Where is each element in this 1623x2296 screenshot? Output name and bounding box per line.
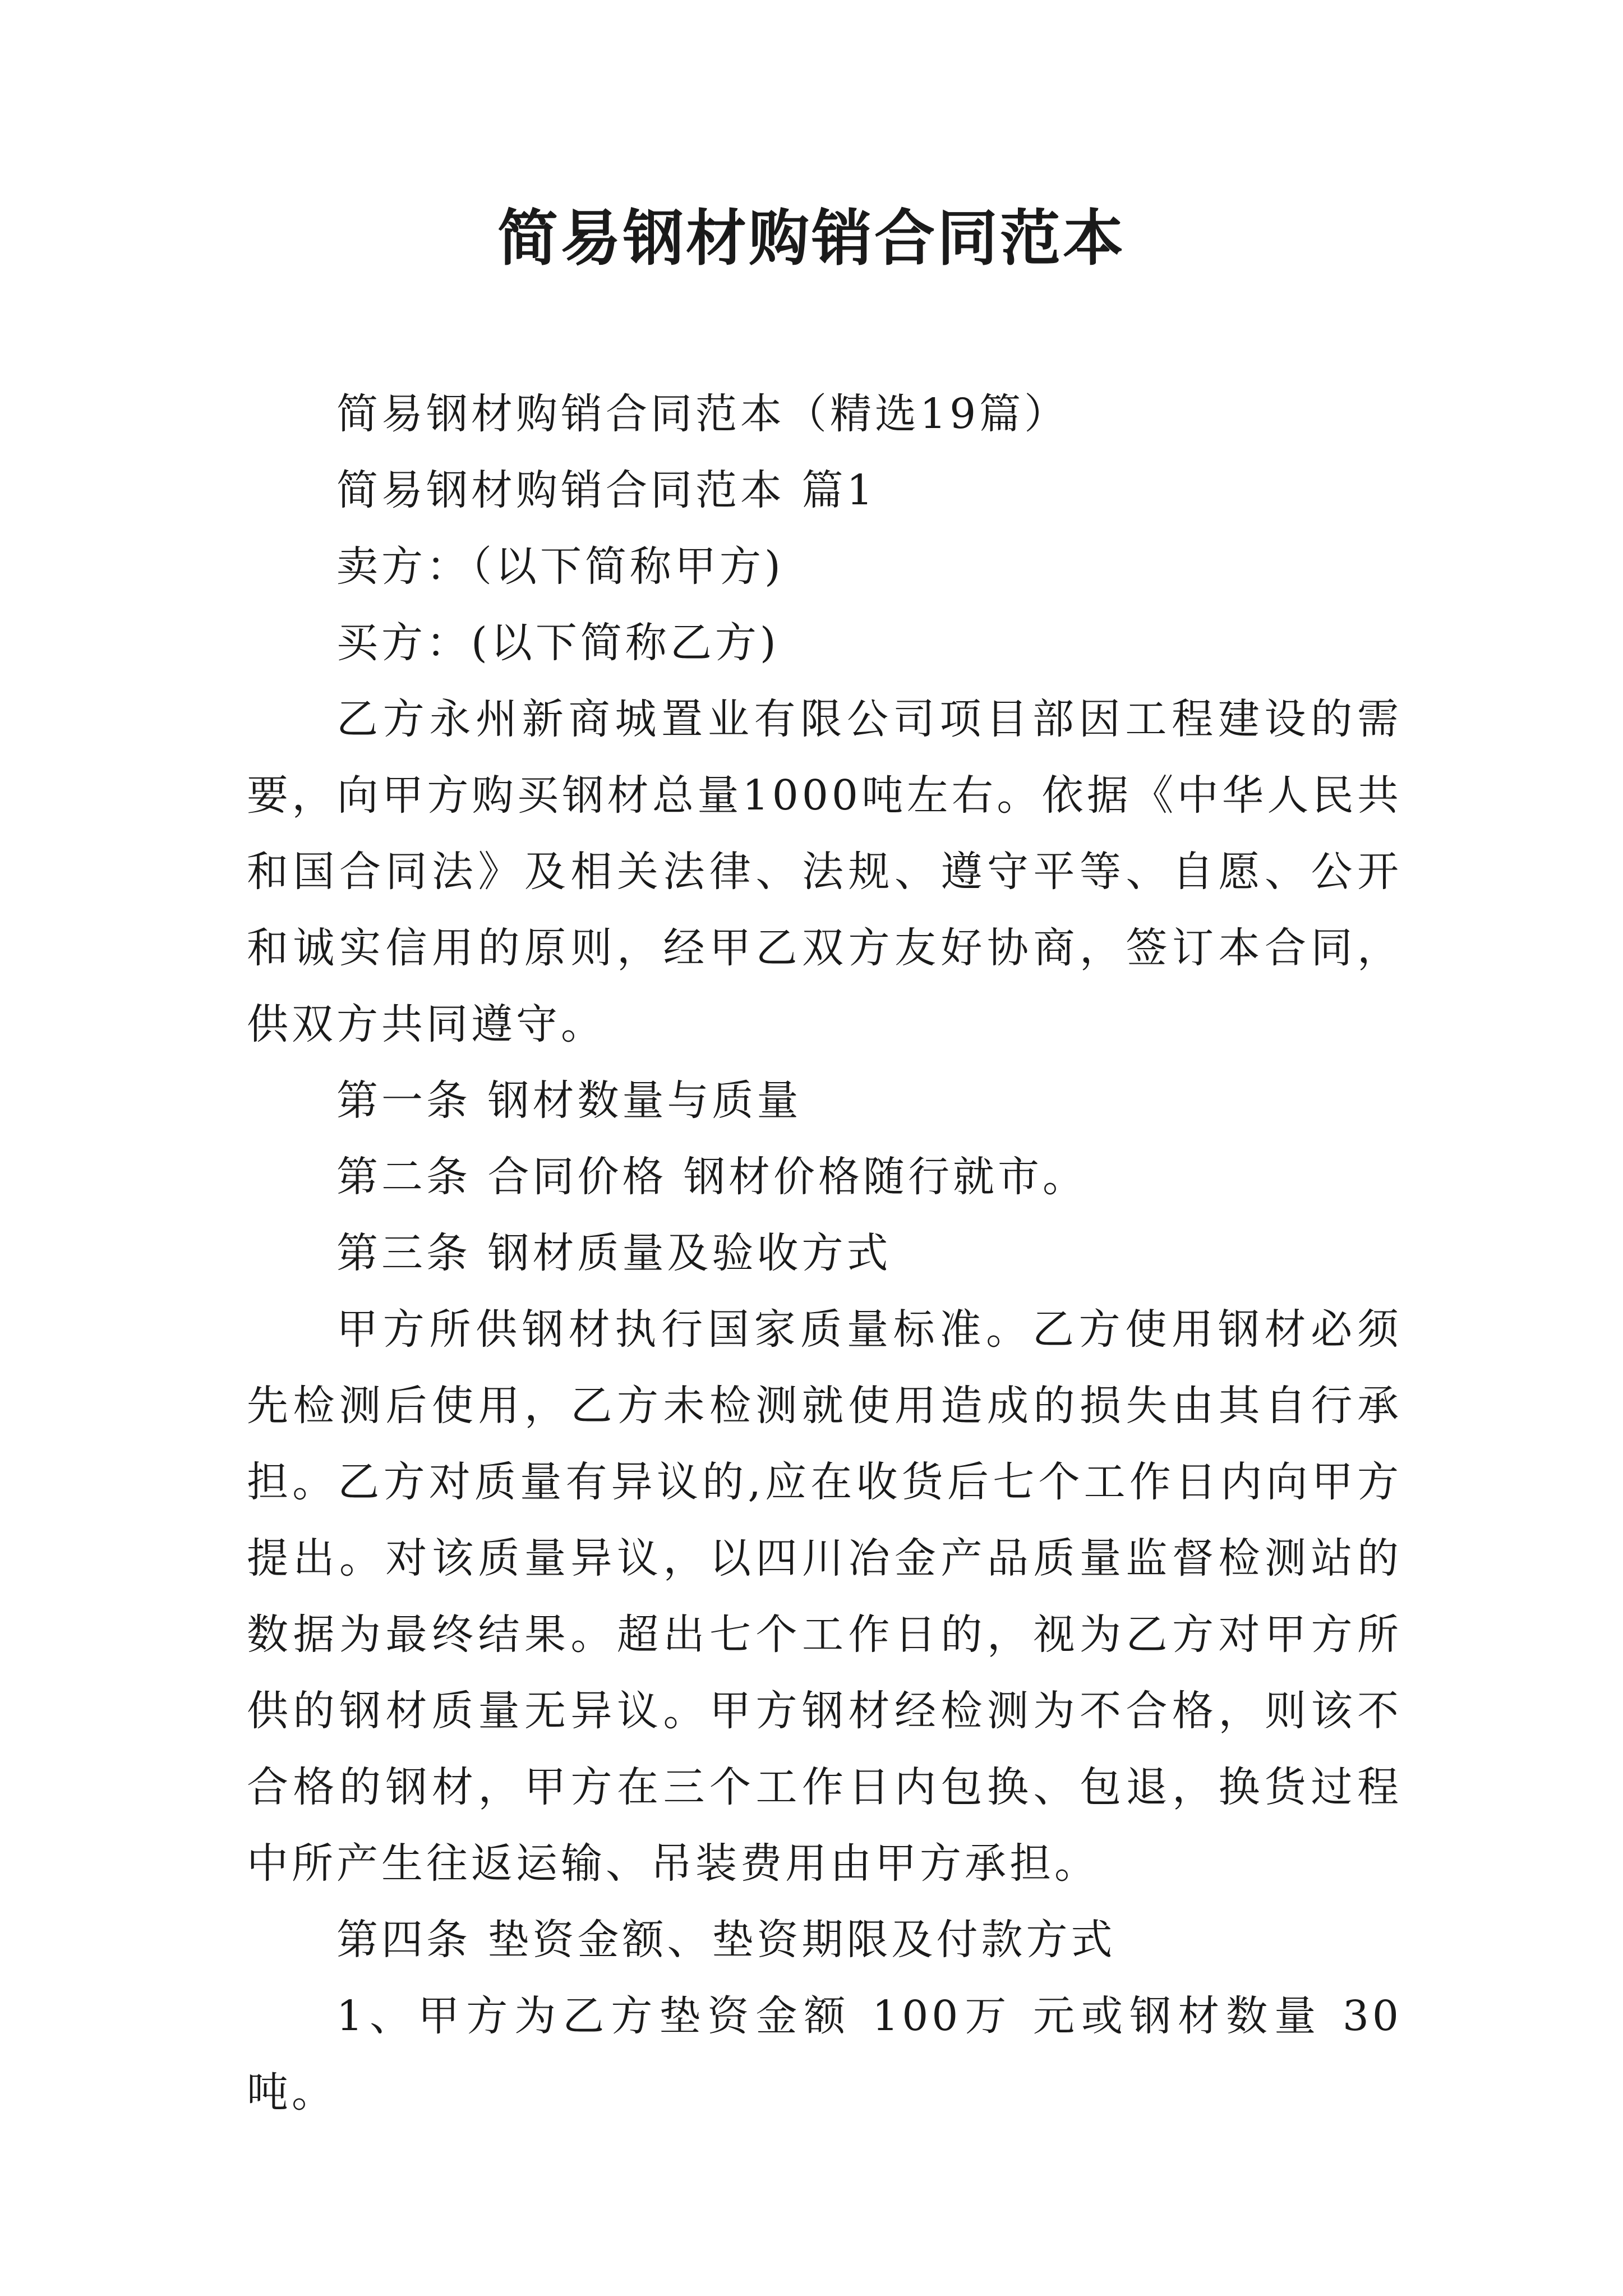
seller-line: 卖方：（以下简称甲方): [336, 542, 784, 591]
buyer-line: 买方：(以下简称乙方): [336, 619, 780, 667]
article-1-heading: 第一条 钢材数量与质量: [336, 1076, 802, 1125]
article-3-body: 甲方所供钢材执行国家质量标准。乙方使用钢材必须先检测后使用，乙方未检测就使用造成的损失由其自行承担。乙方对质量有异议的,应在收货后七个工作日内向甲方提出。对该质量异议，以四川冶金产品质量监督检测站的数据为最终结果。超出七个工作日的，视为乙方对甲方所供的钢材质量无异议。甲方钢材经检测为不合格，则该不合格的钢材，甲方在三个工作日内包换、包退，换货过程中所产生往返运输、吊装费用由甲方承担。: [247, 1305, 1402, 1888]
article-4-item-1: 1、甲方为乙方垫资金额 100万 元或钢材数量 30 吨。: [247, 1992, 1402, 2116]
document-body: [247, 376, 1402, 2131]
article-3-heading: 第三条 钢材质量及验收方式: [336, 1229, 892, 1277]
intro-paragraph: 乙方永州新商城置业有限公司项目部因工程建设的需要，向甲方购买钢材总量1000吨左右。依据《中华人民共和国合同法》及相关法律、法规、遵守平等、自愿、公开和诚实信用的原则，经甲乙双方友好协商，签订本合同，供双方共同遵守。: [247, 695, 1402, 1048]
article-4-heading: 第四条 垫资金额、垫资期限及付款方式: [336, 1916, 1116, 1964]
article-2-heading: 第二条 合同价格 钢材价格随行就市。: [336, 1153, 1088, 1201]
section-heading: 简易钢材购销合同范本 篇1: [336, 466, 877, 514]
document-title: 简易钢材购销合同范本: [497, 203, 1126, 274]
subtitle-paragraph: 简易钢材购销合同范本（精选19篇）: [336, 390, 1069, 438]
